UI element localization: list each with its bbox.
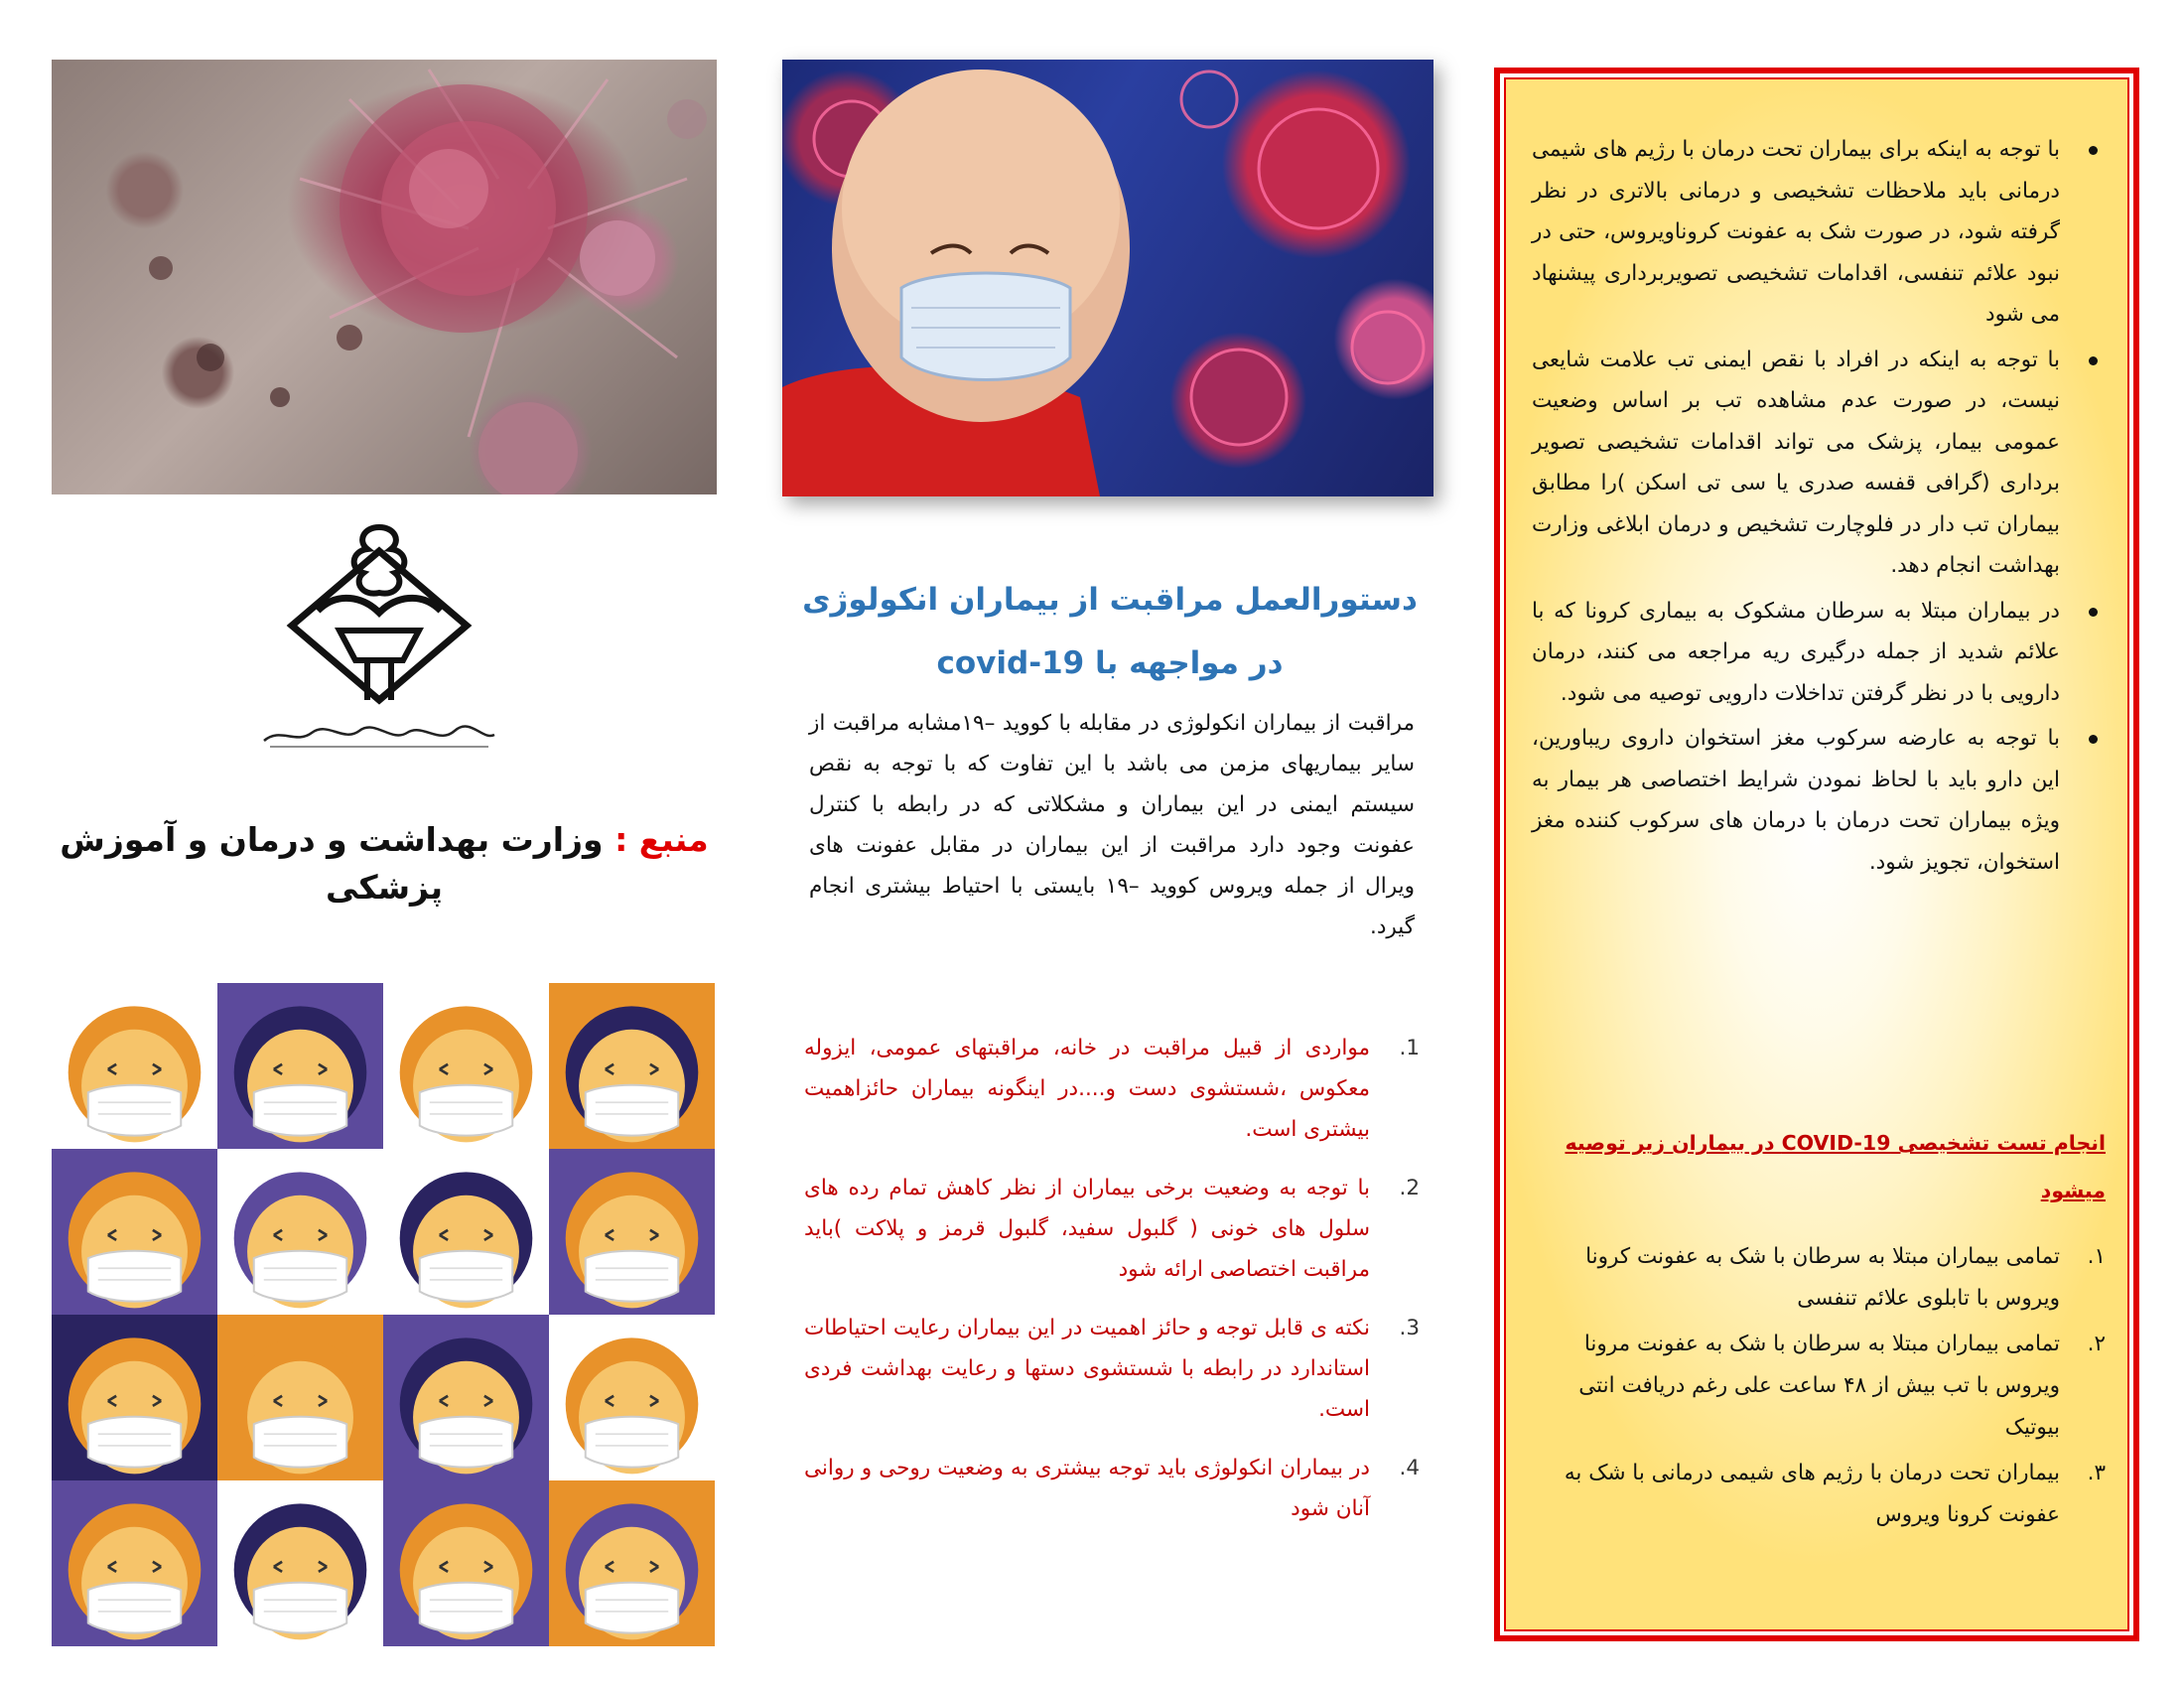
masked-face-tile	[52, 1149, 217, 1315]
source-line	[52, 816, 717, 912]
masked-face-tile	[549, 1315, 715, 1480]
bullet-icon	[2089, 735, 2098, 744]
masked-face-tile	[52, 983, 217, 1149]
list-item: با توجه به اینکه در افراد با نقص ایمنی تب علامت شایعی نیست، در صورت عدم مشاهده تب بر اساس وضعیت عمومی بیمار، پزشک می تواند اقدامات تشخیصی تصویر برداری (گرافی قفسه صدری یا سی تی اسکن )را مطابق بیماران تب دار در فلوچارت تشخیص و درمان ابلاغی وزارت بهداشت انجام دهد.	[1532, 340, 2106, 587]
masked-face-tile	[217, 1149, 383, 1315]
intro-paragraph: مراقبت از بیماران انکولوژی در مقابله با کووید –۱۹مشابه مراقبت از سایر بیماریهای مزمن می باشد با این تفاوت که با توجه به نقص سیستم ایمنی در این بیماران و مشکلاتی که در رابطه با کنترل عفونت وجود دارد مراقبت از این بیماران در مقابل عفونت های ویرال از جمله ویروس کووید –۱۹ بایستی با احتیاط بیشتری انجام گیرد.	[809, 711, 1415, 939]
university-logo-caption	[260, 721, 498, 751]
masked-face-tile	[549, 1480, 715, 1646]
list-item: 1. مواردی از قبیل مراقبت در خانه، مراقبتهای عمومی، ایزوله معکوس ،شستشوی دست و....در اینگونه بیماران حائزاهمیت بیشتری است.	[804, 1036, 1420, 1142]
list-item: با توجه به عارضه سرکوب مغز استخوان داروی ریباورین، این دارو باید با لحاظ نمودن شرایط اختصاصی هر بیمار به ویژه بیماران تحت درمان با درمان های سرکوب کننده مغز استخوان، تجویز شود.	[1532, 718, 2106, 883]
masked-face-tile	[52, 1480, 217, 1646]
source-text: وزارت بهداشت و درمان و آموزش پزشکی	[60, 820, 604, 907]
masked-face-tile	[52, 1315, 217, 1480]
title-line-1: دستورالعمل مراقبت از بیماران انکولوژی	[802, 582, 1418, 618]
university-logo	[268, 521, 491, 710]
list-item: ۲. تمامی بیماران مبتلا به سرطان با شک به عفونت مرونا ویروس با تب بیش از ۴۸ ساعت علی رغم دریافت انتی بیوتیک	[1578, 1332, 2106, 1440]
masked-face-tile	[383, 983, 549, 1149]
masked-face-tile	[549, 1149, 715, 1315]
masked-face-tile	[383, 1315, 549, 1480]
right-panel	[1504, 77, 2129, 1631]
masked-face-tile	[383, 1480, 549, 1646]
test-heading: انجام تست تشخیصی COVID-19 در بیماران زیر توصیه میشود	[1565, 1131, 2106, 1202]
masked-face-tile	[549, 983, 715, 1149]
list-item: 3. نکته ی قابل توجه و حائز اهمیت در این بیماران رعایت احتیاطات استاندارد در رابطه با شستشوی دستها و رعایت بهداشت فردی است.	[804, 1316, 1420, 1422]
list-item: 2. با توجه به وضعیت برخی بیماران از نظر کاهش تمام رده های سلول های خونی ( گلبول سفید، گلبول قرمز و پلاکت )باید مراقبت اختصاصی ارائه شود	[804, 1176, 1420, 1282]
bullet-icon	[2089, 356, 2098, 365]
list-item: ۳. بیماران تحت درمان با رژیم های شیمی درمانی با شک به عفونت کرونا ویروس	[1564, 1461, 2106, 1527]
masked-face-tile	[383, 1149, 549, 1315]
masked-face-tile	[217, 983, 383, 1149]
list-item: در بیماران مبتلا به سرطان مشکوک به بیماری کرونا که با علائم شدید از جمله درگیری ریه مراجعه می کنند، درمان دارویی با در نظر گرفتن تداخلات دارویی توصیه می شود.	[1532, 591, 2106, 715]
title-line-2: در مواجهه با covid-19	[936, 645, 1284, 681]
recommendations-list	[1532, 129, 2106, 887]
care-items-list	[804, 1028, 1420, 1547]
test-criteria-list	[1532, 1236, 2106, 1540]
masked-faces-illustration	[52, 983, 715, 1646]
child-with-mask-image	[782, 60, 1433, 496]
right-panel-frame	[1494, 68, 2139, 1641]
list-item: با توجه به اینکه برای بیماران تحت درمان با رژیم های شیمی درمانی باید ملاحظات تشخیصی و درمانی بالاتری در نظر گرفته شود، در صورت شک به عفونت کروناویروس، حتی در نبود علائم تنفسی، اقدامات تشخیصی تصویربرداری پیشنهاد می شود	[1532, 129, 2106, 336]
bullet-icon	[2089, 146, 2098, 155]
list-item: 4. در بیماران انکولوژی باید توجه بیشتری به وضعیت روحی و روانی آنان شود	[804, 1456, 1420, 1521]
source-label: منبع :	[614, 820, 709, 859]
cancer-cells-image	[52, 60, 717, 494]
masked-face-tile	[217, 1315, 383, 1480]
bullet-icon	[2089, 608, 2098, 617]
list-item: ۱. تمامی بیماران مبتلا به سرطان با شک به عفونت کرونا ویروس با تابلوی علائم تنفسی	[1585, 1244, 2106, 1311]
masked-face-tile	[217, 1480, 383, 1646]
brochure-title	[784, 568, 1435, 695]
